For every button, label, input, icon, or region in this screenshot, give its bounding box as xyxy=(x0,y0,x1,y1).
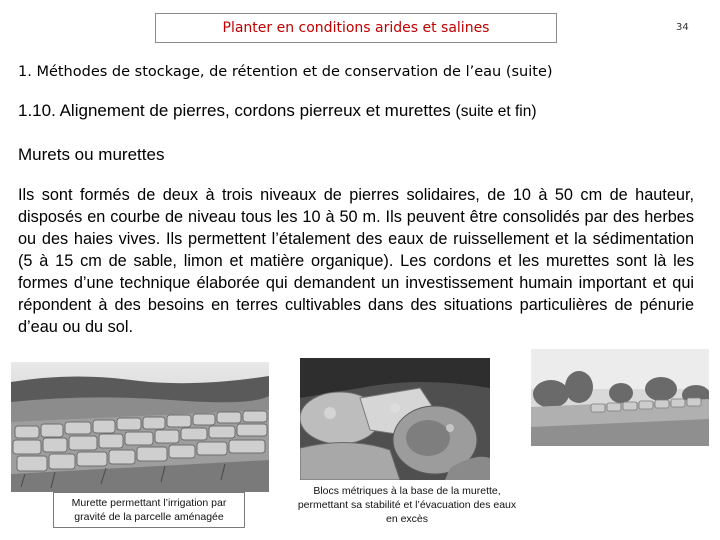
subsection-title-text: 1.10. Alignement de pierres, cordons pierreux et murettes xyxy=(18,101,451,120)
photo-hillside-wall xyxy=(531,349,709,446)
slide-title-box xyxy=(155,13,557,43)
subsection-title xyxy=(18,101,537,121)
caption-middle: Blocs métriques à la base de la murette, permettant sa stabilité et l’évacuation des eaux en excès xyxy=(297,485,517,525)
section-title: 1. Méthodes de stockage, de rétention et de conservation de l’eau (suite) xyxy=(18,64,553,80)
slide-title: Planter en conditions arides et salines xyxy=(222,20,490,36)
photo-stone-wall xyxy=(11,362,269,492)
subsection-note: (suite et fin) xyxy=(455,103,537,120)
heading-murets: Murets ou murettes xyxy=(18,145,165,164)
hillside-wall-image xyxy=(531,349,709,446)
page-number: 34 xyxy=(676,22,689,33)
boulders-image xyxy=(300,358,490,480)
body-paragraph: Ils sont formés de deux à trois niveaux de pierres solidaires, de 10 à 50 cm de hauteur, disposés en courbe de niveau tous les 10 à 50 m. Ils peuvent être consolidés par des herbes ou des haies vives. Ils permettent l’étalement des eaux de ruissellement et la sédimentation (5 à 15 cm de sable, limon et matière organique). Les cordons et les murettes sont là les formes d’une technique élaborée qui demandent un investissement humain important et qui répondent à des besoins en terres cultivables dans des situations particulières de pénurie d’eau ou du sol. xyxy=(18,186,694,336)
stone-wall-image xyxy=(11,362,269,492)
photo-boulders xyxy=(300,358,490,480)
caption-left: Murette permettant l’irrigation par gravité de la parcelle aménagée xyxy=(53,492,245,528)
